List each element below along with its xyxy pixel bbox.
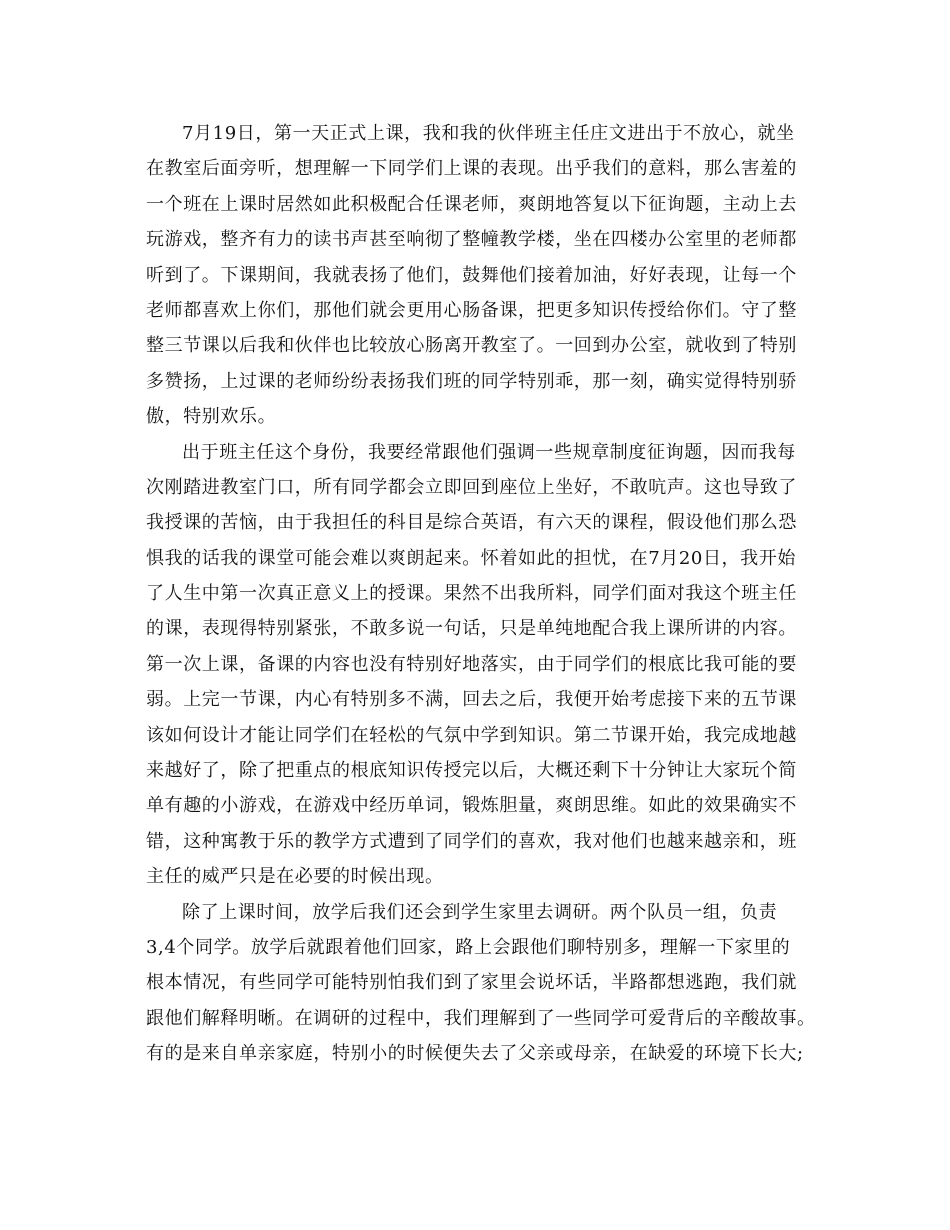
text-line: 除了上课时间，放学后我们还会到学生家里去调研。两个队员一组，负责: [182, 901, 778, 923]
text-line: 惧我的话我的课堂可能会难以爽朗起来。怀着如此的担忧，在7月20日，我开始: [146, 547, 796, 569]
text-line: 该如何设计才能让同学们在轻松的气氛中学到知识。第二节课开始，我完成地越: [146, 724, 797, 746]
text-line: 听到了。下课期间，我就表扬了他们，鼓舞他们接着加油，好好表现，让每一个: [146, 264, 797, 286]
text-line: 老师都喜欢上你们，那他们就会更用心肠备课，把更多知识传授给你们。守了整: [146, 299, 797, 321]
text-line: 7月19日，第一天正式上课，我和我的伙伴班主任庄文进出于不放心，就坐: [182, 123, 795, 144]
text-line: 我授课的苦恼，由于我担任的科目是综合英语，有六天的课程，假设他们那么恐: [146, 512, 797, 534]
text-line: 错，这种寓教于乐的教学方式遭到了同学们的喜欢，我对他们也越来越亲和，班: [146, 830, 797, 852]
text-line: 多赞扬，上过课的老师纷纷表扬我们班的同学特别乖，那一刻，确实觉得特别骄: [146, 370, 797, 392]
text-line: 第一次上课，备课的内容也没有特别好地落实，由于同学们的根底比我可能的要: [146, 653, 797, 675]
text-line: 主任的威严只是在必要的时候出现。: [146, 866, 444, 888]
text-line: 3,4个同学。放学后就跟着他们回家，路上会跟他们聊特别多，理解一下家里的: [146, 936, 791, 958]
text-line: 傲，特别欢乐。: [146, 406, 277, 428]
document-body: [146, 116, 816, 1072]
text-line: 单有趣的小游戏，在游戏中经历单词，锻炼胆量，爽朗思维。如此的效果确实不: [146, 795, 797, 817]
text-line: 了人生中第一次真正意义上的授课。果然不出我所料，同学们面对我这个班主任: [146, 583, 797, 605]
text-line: 在教室后面旁听，想理解一下同学们上课的表现。出乎我们的意料，那么害羞的: [146, 158, 797, 180]
text-line: 有的是来自单亲家庭，特别小的时候便失去了父亲或母亲，在缺爱的环境下长大;: [146, 1043, 804, 1065]
text-line: 一个班在上课时居然如此积极配合任课老师，爽朗地答复以下征询题，主动上去: [146, 193, 797, 215]
paragraph-3: [146, 895, 816, 1072]
text-line: 来越好了，除了把重点的根底知识传授完以后，大概还剩下十分钟让大家玩个简: [146, 760, 797, 782]
text-line: 的课，表现得特别紧张，不敢多说一句话，只是单纯地配合我上课所讲的内容。: [146, 618, 797, 640]
text-line: 玩游戏，整齐有力的读书声甚至响彻了整幢教学楼，坐在四楼办公室里的老师都: [146, 229, 797, 251]
paragraph-1: [146, 116, 806, 435]
text-line: 整三节课以后我和伙伴也比较放心肠离开教室了。一回到办公室，就收到了特别: [146, 335, 797, 357]
text-line: 次刚踏进教室门口，所有同学都会立即回到座位上坐好，不敢吭声。这也导致了: [146, 476, 797, 498]
text-line: 跟他们解释明晰。在调研的过程中，我们理解到了一些同学可爱背后的辛酸故事。: [146, 1007, 816, 1029]
paragraph-2: [146, 435, 806, 895]
text-line: 出于班主任这个身份，我要经常跟他们强调一些规章制度征询题，因而我每: [182, 441, 796, 463]
text-line: 弱。上完一节课，内心有特别多不满，回去之后，我便开始考虑接下来的五节课: [146, 689, 797, 711]
text-line: 根本情况，有些同学可能特别怕我们到了家里会说坏话，半路都想逃跑，我们就: [146, 972, 797, 994]
